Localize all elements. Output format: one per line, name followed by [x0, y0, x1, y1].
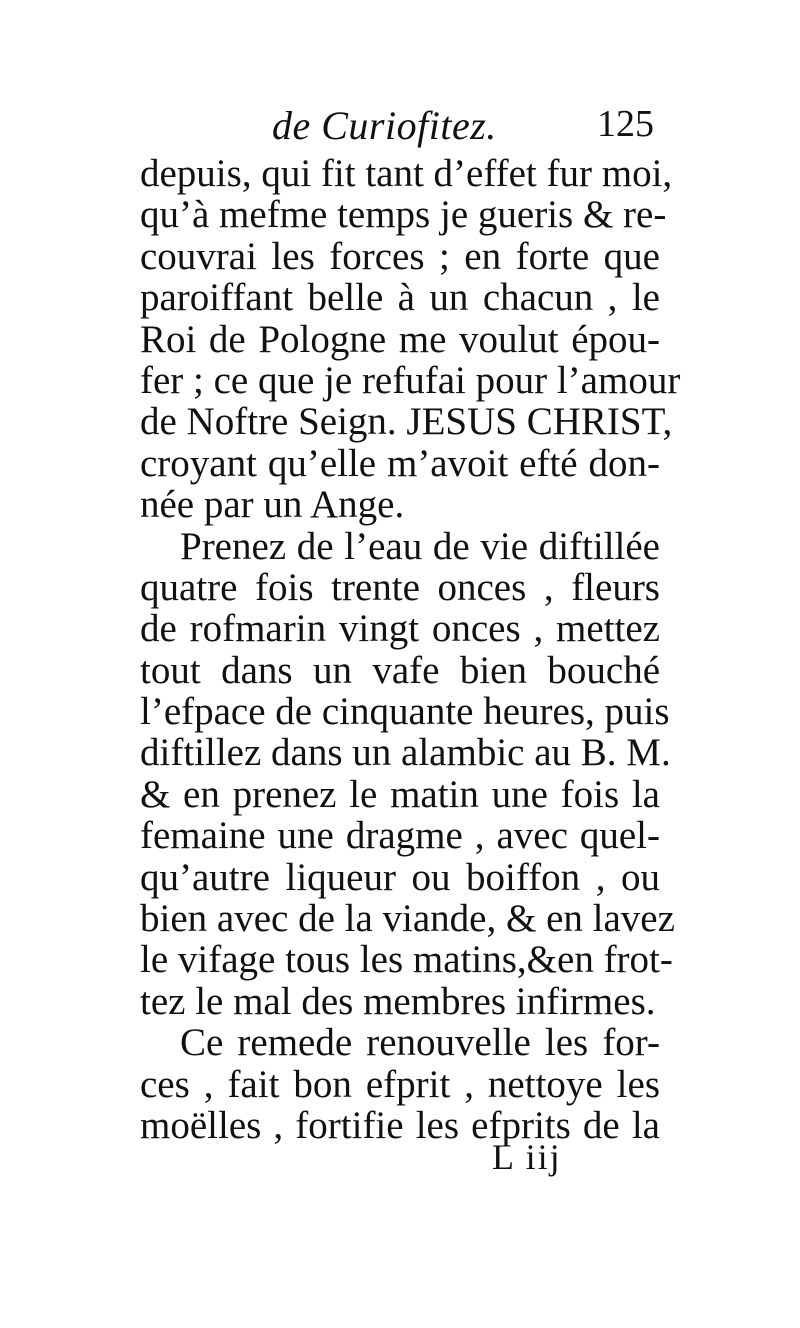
- text-line: paroiffant belle à un chacun , le: [140, 276, 660, 320]
- text-line: croyant qu’elle m’avoit efté don-: [140, 441, 660, 485]
- text-line: diftillez dans un alambic au B. M.: [140, 731, 671, 775]
- text-line: née par un Ange.: [140, 483, 405, 527]
- signature-mark: L iij: [492, 1137, 562, 1177]
- text-line: de Noftre Seign. JESUS CHRIST,: [140, 400, 673, 444]
- page-number: 125: [597, 103, 654, 145]
- text-line: bien avec de la viande, & en lavez: [140, 897, 675, 941]
- text-line: Prenez de l’eau de vie diftillée: [180, 524, 660, 568]
- text-line: le vifage tous les matins,&en frot-: [140, 938, 673, 982]
- text-line: Ce remede renouvelle les for-: [180, 1021, 660, 1065]
- text-line: depuis, qui fit tant d’effet fur moi,: [140, 152, 673, 195]
- text-line: moëlles , fortifie les efprits de la: [140, 1103, 660, 1147]
- text-line: fer ; ce que je refufai pour l’amour: [140, 358, 681, 402]
- text-line: tout dans un vafe bien bouché: [140, 648, 660, 692]
- text-line: qu’autre liqueur ou boiffon , ou: [140, 855, 660, 899]
- text-line: femaine une dragme , avec quel-: [140, 814, 660, 858]
- text-line: de rofmarin vingt onces , mettez: [140, 607, 660, 651]
- body-text: [140, 152, 681, 1147]
- text-line: l’efpace de cinquante heures, puis: [140, 690, 670, 734]
- page-header: [140, 102, 660, 152]
- text-line: quatre fois trente onces , fleurs: [140, 565, 660, 609]
- text-line: qu’à mefme temps je gueris & re-: [140, 193, 667, 237]
- text-line: couvrai les forces ; en forte que: [140, 234, 660, 278]
- text-line: ces , fait bon efprit , nettoye les: [140, 1062, 660, 1106]
- text-line: tez le mal des membres infirmes.: [140, 979, 656, 1023]
- text-line: Roi de Pologne me voulut épou-: [140, 317, 660, 361]
- running-title: de Curiofitez.: [272, 103, 497, 148]
- text-line: & en prenez le matin une fois la: [140, 772, 660, 816]
